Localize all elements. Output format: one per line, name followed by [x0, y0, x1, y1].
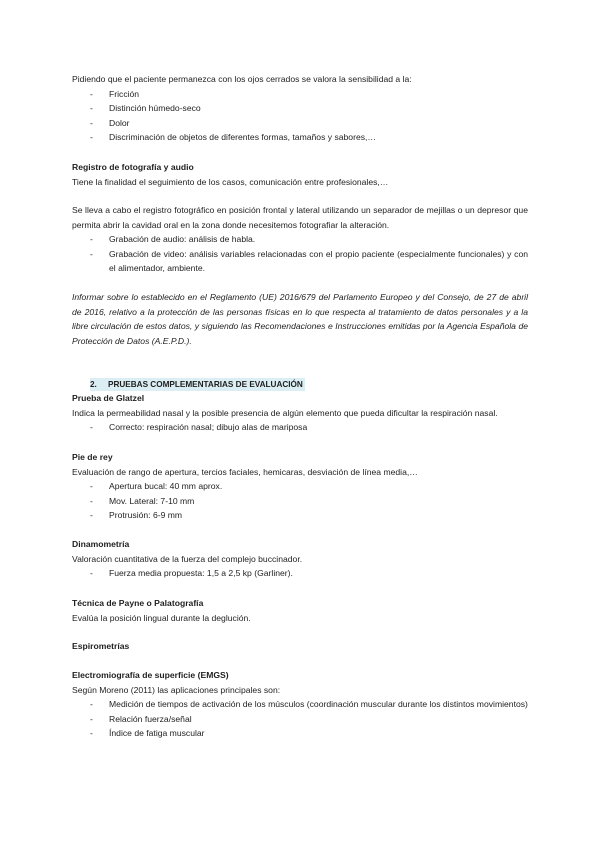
registro-block — [72, 160, 528, 189]
payne-heading: Técnica de Payne o Palatografía — [72, 598, 204, 608]
sensibilidad-intro: Pidiendo que el paciente permanezca con los ojos cerrados se valora la sensibilidad a la: — [72, 74, 412, 84]
glatzel-block — [72, 391, 528, 435]
list-item: - Grabación de video: análisis variables relacionadas con el propio paciente (especialmente funcionales) y con el alimentador, ambiente. — [72, 247, 528, 276]
sensibilidad-block — [72, 72, 528, 145]
emgs-block — [72, 668, 528, 741]
list-item: - Apertura bucal: 40 mm aprox. — [72, 479, 528, 494]
dinamometria-text: Valoración cuantitativa de la fuerza del complejo buccinador. — [72, 553, 303, 564]
registro-text-2: Se lleva a cabo el registro fotográfico en posición frontal y lateral utilizando un separador de mejillas o un depresor que permita abrir la cavidad oral en la zona donde necesitemos fotografiar la alteración. — [72, 205, 528, 230]
payne-block — [72, 596, 528, 625]
list-item: - Fuerza media propuesta: 1,5 a 2,5 kp (Garliner). — [72, 566, 528, 581]
pie-de-rey-heading: Pie de rey — [72, 452, 113, 462]
registro-text-1: Tiene la finalidad el seguimiento de los casos, comunicación entre profesionales,… — [72, 176, 389, 187]
dinamometria-heading: Dinamometría — [72, 539, 130, 549]
pie-de-rey-text: Evaluación de rango de apertura, tercios faciales, hemicaras, desviación de línea media,… — [72, 466, 418, 477]
emgs-list — [72, 697, 528, 741]
registro-heading: Registro de fotografía y audio — [72, 162, 194, 172]
list-item: - Discriminación de objetos de diferentes formas, tamaños y sabores,… — [72, 130, 528, 145]
espirometrias-heading: Espirometrías — [72, 641, 130, 651]
payne-text: Evalúa la posición lingual durante la deglución. — [72, 612, 251, 623]
registro-list — [72, 232, 528, 276]
emgs-text: Según Moreno (2011) las aplicaciones principales son: — [72, 684, 281, 695]
emgs-heading: Electromiografía de superficie (EMGS) — [72, 670, 229, 680]
list-item: - Grabación de audio: análisis de habla. — [72, 232, 528, 247]
list-item: - Correcto: respiración nasal; dibujo alas de mariposa — [72, 420, 528, 435]
glatzel-text: Indica la permeabilidad nasal y la posible presencia de algún elemento que pueda dificultar la respiración nasal. — [72, 407, 498, 418]
list-item: - Relación fuerza/señal — [72, 712, 528, 727]
dinamometria-list — [72, 566, 528, 581]
list-item: - Distinción húmedo-seco — [72, 101, 528, 116]
section-number: 2. — [90, 380, 97, 389]
section-title-text: PRUEBAS COMPLEMENTARIAS DE EVALUACIÓN — [108, 380, 303, 389]
espirometrias-block — [72, 639, 528, 654]
list-item: - Medición de tiempos de activación de los músculos (coordinación muscular durante los distintos movimientos) — [72, 697, 528, 712]
pie-de-rey-block — [72, 450, 528, 523]
list-item: - Índice de fatiga muscular — [72, 726, 528, 741]
sensibilidad-list — [72, 87, 528, 145]
legal-note: Informar sobre lo establecido en el Reglamento (UE) 2016/679 del Parlamento Europeo y del Consejo, de 27 de abril de 2016, relativo a la protección de las personas físicas en lo que respecta al tratamiento de datos personales y a la libre circulación de estos datos, y siguiendo las Recomendaciones e Instrucciones emitidas por la Agencia Española de Protección de Datos (A.E.P.D.). — [72, 292, 528, 346]
glatzel-list — [72, 420, 528, 435]
list-item: - Dolor — [72, 116, 528, 131]
list-item: - Protrusión: 6-9 mm — [72, 508, 528, 523]
list-item: - Fricción — [72, 87, 528, 102]
glatzel-heading: Prueba de Glatzel — [72, 393, 145, 403]
pie-de-rey-list — [72, 479, 528, 523]
dinamometria-block — [72, 537, 528, 581]
section-title — [90, 378, 305, 391]
list-item: - Mov. Lateral: 7-10 mm — [72, 494, 528, 509]
registro-block-2 — [72, 203, 528, 276]
